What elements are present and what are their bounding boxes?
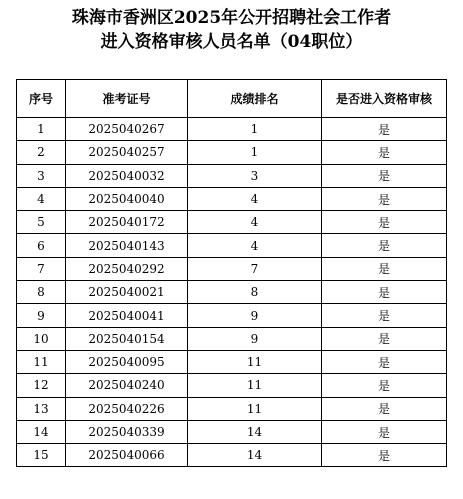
cell-serial-number: 2	[17, 141, 66, 164]
cell-serial-number: 3	[17, 164, 66, 187]
cell-serial-number: 1	[17, 118, 66, 141]
header-ticket-number: 准考证号	[66, 80, 188, 118]
cell-score-rank: 4	[188, 211, 322, 234]
candidate-table	[16, 79, 447, 467]
cell-ticket-number: 2025040339	[66, 420, 188, 443]
table-row	[17, 281, 447, 304]
cell-serial-number: 8	[17, 281, 66, 304]
table-row	[17, 350, 447, 373]
cell-score-rank: 4	[188, 187, 322, 210]
table-row	[17, 374, 447, 397]
table-row	[17, 118, 447, 141]
cell-ticket-number: 2025040143	[66, 234, 188, 257]
cell-serial-number: 7	[17, 257, 66, 280]
cell-ticket-number: 2025040154	[66, 327, 188, 350]
cell-qualified: 是	[322, 187, 447, 210]
cell-score-rank: 1	[188, 141, 322, 164]
title-line-2: 进入资格审核人员名单（04职位）	[100, 32, 363, 52]
table-row	[17, 164, 447, 187]
cell-score-rank: 8	[188, 281, 322, 304]
cell-qualified: 是	[322, 397, 447, 420]
cell-ticket-number: 2025040257	[66, 141, 188, 164]
cell-serial-number: 10	[17, 327, 66, 350]
cell-ticket-number: 2025040066	[66, 444, 188, 467]
cell-qualified: 是	[322, 281, 447, 304]
cell-score-rank: 3	[188, 164, 322, 187]
cell-serial-number: 11	[17, 350, 66, 373]
table-row	[17, 420, 447, 443]
cell-serial-number: 14	[17, 420, 66, 443]
cell-ticket-number: 2025040172	[66, 211, 188, 234]
cell-qualified: 是	[322, 350, 447, 373]
cell-qualified: 是	[322, 118, 447, 141]
table-row	[17, 187, 447, 210]
cell-serial-number: 12	[17, 374, 66, 397]
cell-qualified: 是	[322, 211, 447, 234]
cell-score-rank: 1	[188, 118, 322, 141]
table-row	[17, 211, 447, 234]
cell-serial-number: 13	[17, 397, 66, 420]
table-header-row	[17, 80, 447, 118]
cell-score-rank: 9	[188, 327, 322, 350]
table-row	[17, 397, 447, 420]
cell-ticket-number: 2025040021	[66, 281, 188, 304]
cell-ticket-number: 2025040095	[66, 350, 188, 373]
cell-ticket-number: 2025040240	[66, 374, 188, 397]
cell-ticket-number: 2025040041	[66, 304, 188, 327]
header-score-rank: 成绩排名	[188, 80, 322, 118]
cell-score-rank: 11	[188, 374, 322, 397]
cell-qualified: 是	[322, 141, 447, 164]
cell-score-rank: 4	[188, 234, 322, 257]
cell-score-rank: 14	[188, 444, 322, 467]
cell-ticket-number: 2025040267	[66, 118, 188, 141]
table-row	[17, 257, 447, 280]
cell-serial-number: 4	[17, 187, 66, 210]
cell-score-rank: 9	[188, 304, 322, 327]
cell-qualified: 是	[322, 304, 447, 327]
table-row	[17, 304, 447, 327]
header-serial-number: 序号	[17, 80, 66, 118]
table-row	[17, 327, 447, 350]
cell-qualified: 是	[322, 327, 447, 350]
cell-serial-number: 6	[17, 234, 66, 257]
cell-score-rank: 11	[188, 350, 322, 373]
cell-serial-number: 5	[17, 211, 66, 234]
cell-qualified: 是	[322, 234, 447, 257]
header-qualification-review: 是否进入资格审核	[322, 80, 447, 118]
cell-score-rank: 14	[188, 420, 322, 443]
cell-score-rank: 7	[188, 257, 322, 280]
cell-qualified: 是	[322, 444, 447, 467]
title-line-1: 珠海市香洲区2025年公开招聘社会工作者	[71, 8, 392, 28]
table-row	[17, 444, 447, 467]
cell-ticket-number: 2025040040	[66, 187, 188, 210]
cell-qualified: 是	[322, 374, 447, 397]
cell-serial-number: 15	[17, 444, 66, 467]
cell-qualified: 是	[322, 164, 447, 187]
table-row	[17, 234, 447, 257]
cell-serial-number: 9	[17, 304, 66, 327]
table-row	[17, 141, 447, 164]
cell-ticket-number: 2025040226	[66, 397, 188, 420]
cell-qualified: 是	[322, 257, 447, 280]
cell-qualified: 是	[322, 420, 447, 443]
cell-ticket-number: 2025040032	[66, 164, 188, 187]
cell-ticket-number: 2025040292	[66, 257, 188, 280]
cell-score-rank: 11	[188, 397, 322, 420]
page-title	[0, 6, 463, 54]
